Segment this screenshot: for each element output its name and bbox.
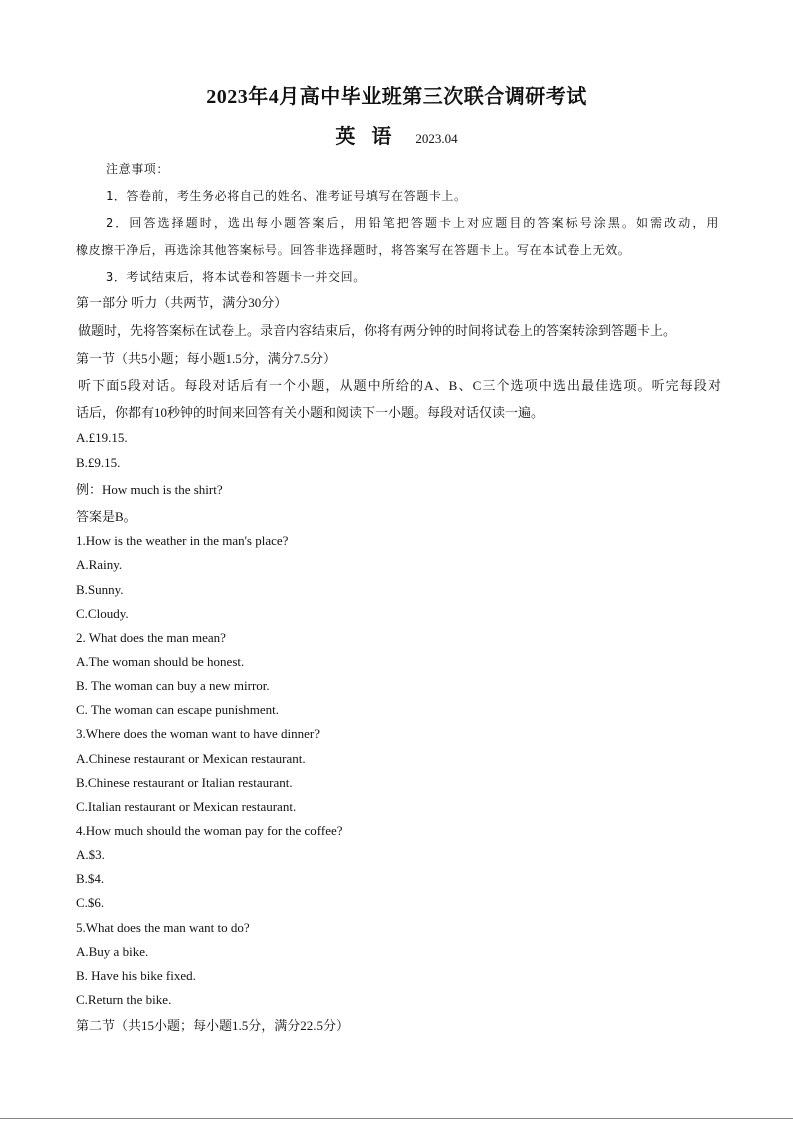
question-2-option-a: A.The woman should be honest. xyxy=(76,654,245,669)
question-1-option-a: A.Rainy. xyxy=(76,557,123,572)
section2-heading: 第二节（共15小题；每小题1.5分，满分22.5分） xyxy=(76,1018,350,1033)
question-5-stem: 5.What does the man want to do? xyxy=(76,920,250,935)
notice-item-1: 1．答卷前，考生务必将自己的姓名、准考证号填写在答题卡上。 xyxy=(106,189,467,203)
question-4-option-c: C.$6. xyxy=(76,895,105,910)
notice-item-3: 3．考试结束后，将本试卷和答题卡一并交回。 xyxy=(106,270,366,284)
question-4-option-a: A.$3. xyxy=(76,847,105,862)
question-4-option-b: B.$4. xyxy=(76,871,105,886)
part1-instruction: 做题时，先将答案标在试卷上。录音内容结束后，你将有两分钟的时间将试卷上的答案转涂到答题卡上。 xyxy=(78,323,677,338)
question-3-option-c: C.Italian restaurant or Mexican restaurant. xyxy=(76,799,297,814)
section1-instruction-1: 听下面5段对话。每段对话后有一个小题，从题中所给的A、B、C三个选项中选出最佳选项。听完每段对 xyxy=(78,378,721,393)
question-2-option-c: C. The woman can escape punishment. xyxy=(76,702,280,717)
notice-item-2-cont: 橡皮擦干净后，再选涂其他答案标号。回答非选择题时，将答案写在答题卡上。写在本试卷上无效。 xyxy=(76,243,631,257)
exam-title: 2023年4月高中毕业班第三次联合调研考试 xyxy=(206,86,587,108)
question-3-option-b: B.Chinese restaurant or Italian restaurant. xyxy=(76,775,293,790)
subject-line xyxy=(0,120,793,149)
notice-item-2: 2．回答选择题时，选出每小题答案后，用铅笔把答题卡上对应题目的答案标号涂黑。如需改动，用 xyxy=(106,216,719,230)
question-3-option-a: A.Chinese restaurant or Mexican restaurant. xyxy=(76,751,306,766)
question-5-option-b: B. Have his bike fixed. xyxy=(76,968,196,983)
example-answer: 答案是B。 xyxy=(76,509,137,524)
question-2-stem: 2. What does the man mean? xyxy=(76,630,226,645)
question-1-option-b: B.Sunny. xyxy=(76,582,124,597)
exam-date: 2023.04 xyxy=(415,131,458,146)
question-3-stem: 3.Where does the woman want to have dinner? xyxy=(76,726,321,741)
notice-heading: 注意事项： xyxy=(106,162,170,176)
example-option-a: A.£19.15. xyxy=(76,430,128,445)
question-1-option-c: C.Cloudy. xyxy=(76,606,129,621)
section1-instruction-2: 话后，你都有10秒钟的时间来回答有关小题和阅读下一小题。每段对话仅读一遍。 xyxy=(76,405,545,420)
part1-heading: 第一部分 听力（共两节，满分30分） xyxy=(76,295,288,310)
question-5-option-c: C.Return the bike. xyxy=(76,992,172,1007)
question-4-stem: 4.How much should the woman pay for the coffee? xyxy=(76,823,343,838)
example-question: 例：How much is the shirt? xyxy=(76,482,223,497)
page-bottom-rule xyxy=(0,1118,793,1119)
question-5-option-a: A.Buy a bike. xyxy=(76,944,149,959)
example-option-b: B.£9.15. xyxy=(76,455,121,470)
section1-heading: 第一节（共5小题；每小题1.5分，满分7.5分） xyxy=(76,351,337,366)
subject-name: 英语 xyxy=(335,126,408,148)
question-2-option-b: B. The woman can buy a new mirror. xyxy=(76,678,270,693)
question-1-stem: 1.How is the weather in the man's place? xyxy=(76,533,289,548)
